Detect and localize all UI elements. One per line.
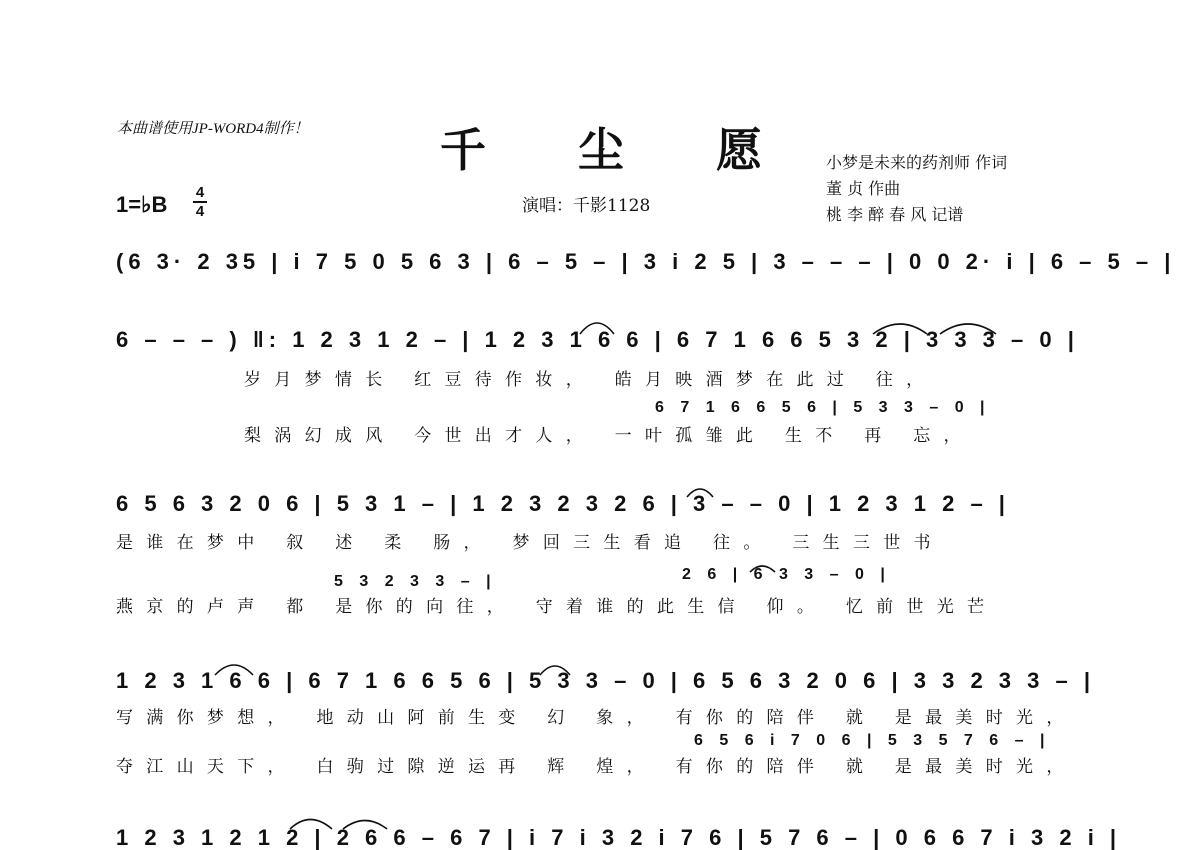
notation-row-4: 1 2 3 1 6 6 | 6 7 1 6 6 5 6 | 5 3 3 – 0 | 6 5 6 3 2 0 6 | 3 3 2 3 3 – |: [116, 668, 1096, 693]
credit-composer: 董 贞 作曲: [826, 179, 901, 198]
credit-transcriber: 桃 李 醉 春 风 记谱: [826, 205, 964, 224]
maker-note: 本曲谱使用JP-WORD4制作！: [117, 121, 309, 137]
time-signature-top: 4: [195, 184, 205, 201]
singer: 演唱：千影1128: [522, 196, 651, 216]
song-title: 千尘愿: [440, 123, 854, 177]
lyric-row-3-verse2: 燕京的卢声 都 是你的向往， 守着谁的此生信 仰。 忆前世光芒: [116, 597, 998, 617]
alt-notation-row-2: 6 7 1 6 6 5 6 | 5 3 3 – 0 |: [655, 399, 991, 416]
key-signature: 1=♭B: [116, 192, 168, 217]
lyric-row-3-verse1: 是谁在梦中 叙 述 柔 肠， 梦回三生看追 往。 三生三世书: [116, 533, 944, 553]
lyric-row-4-verse2: 夺江山天下， 白驹过隙逆运再 辉 煌， 有你的陪伴 就 是最美时光，: [116, 757, 1077, 777]
time-signature: [193, 185, 207, 219]
lyric-row-2-verse1: 岁月梦情长 红豆待作妆， 皓月映酒梦在此过 往，: [244, 370, 937, 390]
lyric-row-2-verse2: 梨涡幻成风 今世出才人， 一叶孤雏此 生不 再 忘，: [244, 426, 974, 446]
time-signature-bottom: 4: [195, 203, 205, 220]
alt-notation-row-4: 6 5 6 i 7 0 6 | 5 3 5 7 6 – |: [694, 732, 1051, 749]
lyric-row-4-verse1: 写满你梦想， 地动山阿前生变 幻 象， 有你的陪伴 就 是最美时光，: [116, 708, 1077, 728]
notation-row-2: 6 – – – ) ‖: 1 2 3 1 2 – | 1 2 3 1 6 6 | 6 7 1 6 6 5 3 2 | 3 3 3 – 0 |: [116, 327, 1079, 352]
notation-row-3: 6 5 6 3 2 0 6 | 5 3 1 – | 1 2 3 2 3 2 6 | 3 – – 0 | 1 2 3 1 2 – |: [116, 491, 1010, 516]
alt-notation-row-3b: 2 6 | 6 3 3 – 0 |: [682, 566, 891, 583]
notation-row-5: 1 2 3 1 2 1 2 | 2 6 6 – 6 7 | i 7 i 3 2 i 7 6 | 5 7 6 – | 0 6 6 7 i 3 2 i |: [116, 825, 1122, 850]
notation-row-intro: (6 3· 2 35 | i 7 5 0 5 6 3 | 6 – 5 – | 3 i 2 5 | 3 – – – | 0 0 2· i | 6 – 5 – |: [116, 249, 1176, 274]
credit-lyricist: 小梦是未来的药剂师 作词: [826, 153, 1008, 172]
alt-notation-row-3a: 5 3 2 3 3 – |: [334, 573, 497, 590]
